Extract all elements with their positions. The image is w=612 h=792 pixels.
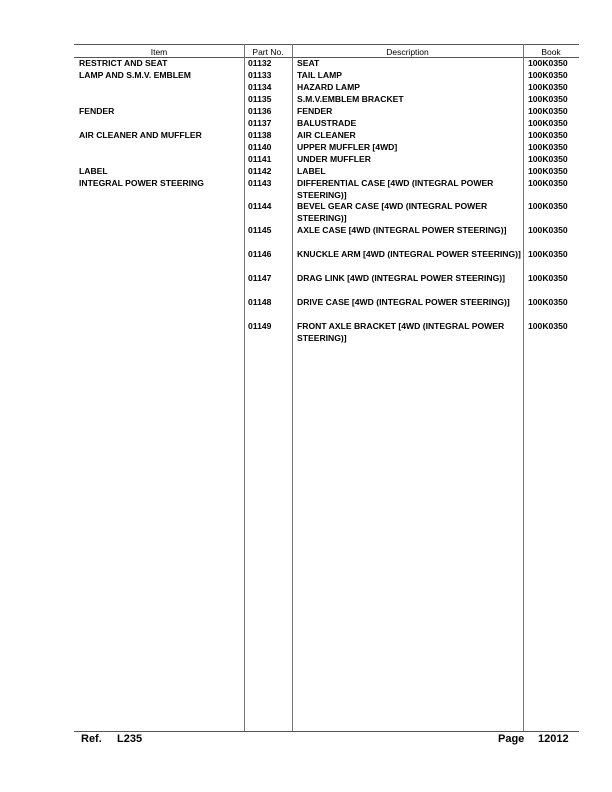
- row-book-cell: 100K0350: [528, 297, 568, 307]
- row-book-cell: 100K0350: [528, 118, 568, 128]
- row-book-cell: 100K0350: [528, 154, 568, 164]
- row-part-number-cell: 01133: [248, 70, 272, 80]
- row-book-cell: 100K0350: [528, 166, 568, 176]
- row-description-cell: UPPER MUFFLER [4WD]: [297, 142, 398, 152]
- row-book-cell: 100K0350: [528, 273, 568, 283]
- row-item-cell: FENDER: [79, 106, 115, 116]
- row-part-number-cell: 01138: [248, 130, 272, 140]
- row-part-number-cell: 01143: [248, 178, 272, 188]
- row-book-cell: 100K0350: [528, 70, 568, 80]
- footer-ref-value: L235: [117, 733, 143, 745]
- footer-page-value: 12012: [538, 733, 569, 745]
- row-description-cell: LABEL: [297, 166, 326, 176]
- row-book-cell: 100K0350: [528, 201, 568, 211]
- row-book-cell: 100K0350: [528, 142, 568, 152]
- row-item-cell: LABEL: [79, 166, 108, 176]
- row-book-cell: 100K0350: [528, 82, 568, 92]
- column-header-part-no: Part No.: [252, 47, 284, 57]
- row-item-cell: LAMP AND S.M.V. EMBLEM: [79, 70, 191, 80]
- row-book-cell: 100K0350: [528, 321, 568, 331]
- row-book-cell: 100K0350: [528, 94, 568, 104]
- row-description-cell: TAIL LAMP: [297, 70, 343, 80]
- row-part-number-cell: 01142: [248, 166, 272, 176]
- column-divider-item: [244, 44, 245, 731]
- row-book-cell: 100K0350: [528, 249, 568, 259]
- row-description-cell: DRIVE CASE [4WD (INTEGRAL POWER STEERING)]: [297, 297, 510, 307]
- row-description-cell: SEAT: [297, 58, 320, 68]
- row-part-number-cell: 01140: [248, 142, 272, 152]
- row-part-number-cell: 01145: [248, 225, 272, 235]
- row-book-cell: 100K0350: [528, 130, 568, 140]
- row-part-number-cell: 01148: [248, 297, 272, 307]
- column-divider-desc: [523, 44, 524, 731]
- row-description-cell: FENDER: [297, 106, 333, 116]
- column-header-item: Item: [150, 47, 168, 57]
- row-book-cell: 100K0350: [528, 178, 568, 188]
- table-top-border: [74, 44, 579, 45]
- column-header-book: Book: [541, 47, 561, 57]
- column-header-description: Description: [386, 47, 429, 57]
- row-part-number-cell: 01134: [248, 82, 272, 92]
- row-book-cell: 100K0350: [528, 58, 568, 68]
- row-description-cell: FRONT AXLE BRACKET [4WD (INTEGRAL POWER STEERING)]: [297, 321, 505, 343]
- row-part-number-cell: 01137: [248, 118, 272, 128]
- footer-ref-label: Ref.: [81, 733, 102, 745]
- row-book-cell: 100K0350: [528, 106, 568, 116]
- row-part-number-cell: 01144: [248, 201, 272, 211]
- row-description-cell: DIFFERENTIAL CASE [4WD (INTEGRAL POWER STEERING)]: [297, 178, 494, 200]
- footer-page-label: Page: [498, 733, 525, 745]
- row-description-cell: UNDER MUFFLER: [297, 154, 371, 164]
- row-item-cell: INTEGRAL POWER STEERING: [79, 178, 204, 188]
- row-item-cell: AIR CLEANER AND MUFFLER: [79, 130, 202, 140]
- row-description-cell: BEVEL GEAR CASE [4WD (INTEGRAL POWER STEERING)]: [297, 201, 488, 223]
- row-part-number-cell: 01146: [248, 249, 272, 259]
- parts-table: [74, 44, 579, 731]
- row-part-number-cell: 01132: [248, 58, 272, 68]
- row-part-number-cell: 01141: [248, 154, 272, 164]
- row-description-cell: AXLE CASE [4WD (INTEGRAL POWER STEERING)]: [297, 225, 507, 235]
- column-divider-part: [292, 44, 293, 731]
- row-part-number-cell: 01147: [248, 273, 272, 283]
- row-description-cell: BALUSTRADE: [297, 118, 357, 128]
- row-item-cell: RESTRICT AND SEAT: [79, 58, 168, 68]
- row-part-number-cell: 01149: [248, 321, 272, 331]
- row-description-cell: HAZARD LAMP: [297, 82, 361, 92]
- row-description-cell: S.M.V.EMBLEM BRACKET: [297, 94, 404, 104]
- row-part-number-cell: 01136: [248, 106, 272, 116]
- row-description-cell: DRAG LINK [4WD (INTEGRAL POWER STEERING)]: [297, 273, 505, 283]
- row-book-cell: 100K0350: [528, 225, 568, 235]
- row-part-number-cell: 01135: [248, 94, 272, 104]
- row-description-cell: KNUCKLE ARM [4WD (INTEGRAL POWER STEERING)]: [297, 249, 521, 259]
- row-description-cell: AIR CLEANER: [297, 130, 356, 140]
